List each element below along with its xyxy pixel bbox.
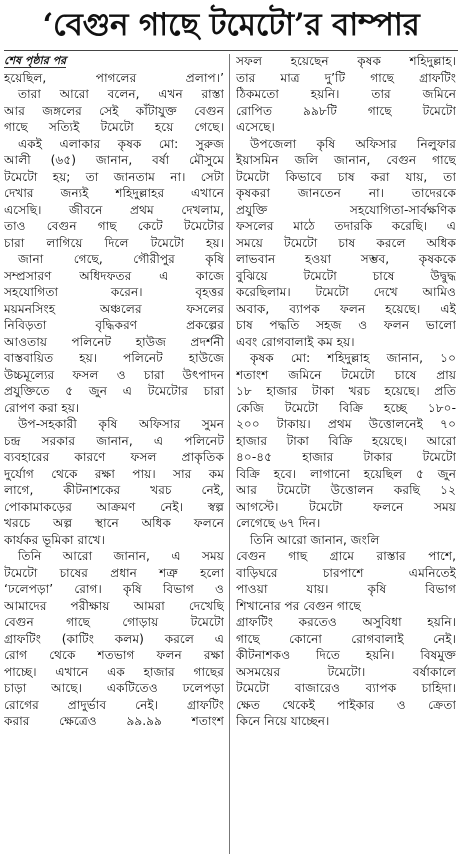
article-line: গ্রাফটিং (কাটিং কলম) করলে এ bbox=[4, 631, 224, 646]
article-line: গ্রাফটিং করতেও অসুবিধা হয়নি। bbox=[236, 615, 456, 629]
article-line: উপ-সহকারী কৃষি অফিসার সুমন bbox=[18, 417, 224, 431]
article-line: শিখানোর পর বেগুন গাছে bbox=[236, 598, 361, 613]
article-line: ময়মনসিংহ অঞ্চলের ফসলের bbox=[4, 301, 224, 316]
article-line: এবং রোগবালাই কম হয়। bbox=[236, 334, 355, 349]
article-line: আমাদের পরীক্ষায় আমরা দেখেছি bbox=[4, 598, 224, 613]
article-line: আলী (৬৫) জানান, বর্ষা মৌসুমে bbox=[4, 153, 224, 167]
article-line: বেগুন গাছ গ্রামে রাস্তার পাশে, bbox=[236, 549, 456, 563]
article-line: ব্যবহারের কারণে ফসল প্রাকৃতিক bbox=[4, 450, 224, 464]
headline-rule bbox=[4, 50, 458, 51]
article-line: তিনি আরো জানান, এ সময় bbox=[18, 549, 224, 563]
article-line: ‘ঢলেপড়া’ রোগ। কৃষি বিভাগ ও bbox=[4, 582, 224, 596]
article-line: রোপণ করা হয়। bbox=[4, 400, 80, 415]
article-line: দুর্যোগ থেকে রক্ষা পায়। সার কম bbox=[4, 466, 224, 481]
article-line: রোগের প্রাদুর্ভাব নেই। গ্রাফটিং bbox=[4, 697, 224, 712]
article-line: রোগ থেকে শতভাগ ফলন রক্ষা bbox=[4, 648, 224, 662]
article-line: বুঝিয়ে টমেটো চাষে উদ্বুদ্ধ bbox=[236, 268, 456, 283]
article-line: বিক্রি হবে। লাগানো হয়েছিল ৫ জুন bbox=[236, 466, 456, 481]
article-line: ঠিকমতো হয়নি। তার জমিনে bbox=[236, 87, 456, 101]
article-line: চন্দ্র সরকার জানান, এ পলিনেট bbox=[4, 433, 224, 448]
article-column-left bbox=[4, 53, 224, 858]
article-line: গাছে সত্যিই টমেটো হয়ে গেছে। bbox=[4, 120, 224, 134]
article-line: প্রযুক্তিতে ৫ জুন এ টমেটোর চারা bbox=[4, 384, 224, 398]
article-line: সম্প্রসারণ অধিদফতর এ কাজে bbox=[4, 268, 224, 283]
article-line: অসময়ের টমেটো। বর্ষাকালে bbox=[236, 664, 456, 679]
article-line: নিবিড়তা বৃদ্ধিকরণ প্রকল্পের bbox=[4, 318, 224, 332]
article-line: ২০০ টাকায়। প্রথম উত্তোলনেই ৭০ bbox=[236, 417, 456, 431]
article-line: কৃষকরা জানতেন না। তাদেরকে bbox=[236, 186, 456, 200]
article-line: চাড়া আছে। একটিতেও ঢলেপড়া bbox=[4, 681, 224, 695]
article-line: ইয়াসমিন জলি জানান, বেগুন গাছে bbox=[236, 153, 456, 167]
article-line: একই এলাকার কৃষক মো: সুরুজ bbox=[18, 136, 224, 151]
column-divider bbox=[229, 54, 230, 854]
article-column-right bbox=[236, 53, 456, 858]
article-line: লাভবান হওয়া সম্ভব, কৃষককে bbox=[236, 252, 456, 266]
article-line: প্রযুক্তি সহযোগিতা-সার্বক্ষণিক bbox=[236, 202, 456, 217]
headline: ‘বেগুন গাছে টমেটো’র বাম্পার bbox=[42, 7, 420, 43]
article-line: আগস্টে। টমেটো ফলনে সময় bbox=[236, 499, 456, 514]
article-line: কীটনাশকও দিতে হয়নি। বিষমুক্ত bbox=[236, 648, 456, 662]
article-line: কার্যকর ভূমিকা রাখে। bbox=[4, 532, 105, 547]
article-line: সহযোগিতা করেন। বৃহত্তর bbox=[4, 285, 224, 299]
article-line: পোকামাকড়ের আক্রমণ নেই। স্বল্প bbox=[4, 499, 224, 514]
article-line: আর জঙ্গলের সেই কাঁটাযুক্ত বেগুন bbox=[4, 103, 224, 118]
article-line: গাছে কোনো রোগবালাই নেই। bbox=[236, 631, 456, 646]
article-line: রোপিত ৯৯৮টি গাছে টমেটো bbox=[236, 103, 456, 118]
right-column-lines bbox=[236, 53, 456, 730]
article-line: করেছিলাম। টমেটো দেখে আমিও bbox=[236, 285, 456, 299]
article-line: কৃষক মো: শহিদুল্লাহ জানান, ১০ bbox=[250, 351, 456, 365]
article-line: টমেটো হয়; তা জানতাম না। সেটা bbox=[4, 169, 224, 184]
article-line: কিনে নিয়ে যাচ্ছেন। bbox=[236, 714, 330, 728]
article-line: দেখার জন্যই শহিদুল্লাহর এখানে bbox=[4, 186, 224, 200]
article-line: শতাংশ জমিনে টমেটো চাষে প্রায় bbox=[236, 367, 456, 382]
article-line: লেগেছে ৬৭ দিন। bbox=[236, 516, 321, 530]
article-line: আওতায় পলিনেট হাউজ প্রদর্শনী bbox=[4, 334, 224, 349]
article-line: কেজি টমেটো বিক্রি হচ্ছে ১৮০- bbox=[236, 400, 456, 415]
continued-from-label: শেষ পৃষ্ঠার পর bbox=[4, 54, 67, 67]
article-line: জানা গেছে, গৌরীপুর কৃষি bbox=[18, 252, 224, 266]
article-line: তারা আরো বলেন, এখন রাস্তা bbox=[18, 87, 224, 101]
article-line: এসেছে। bbox=[236, 120, 275, 134]
article-line: তাও বেগুন গাছ কেটে টমেটোর bbox=[4, 219, 224, 233]
article-line: ফসলের মাঠে তদারকি করেছি। এ bbox=[236, 219, 456, 233]
article-line: ১৮ হাজার টাকা খরচ হয়েছে। প্রতি bbox=[236, 384, 456, 398]
article-line: হাজার টাকা বিক্রি হয়েছে। আরো bbox=[236, 433, 456, 448]
article-line: টমেটো কিভাবে চাষ করা যায়, তা bbox=[236, 169, 456, 184]
article-line: উপজেলা কৃষি অফিসার নিলুফার bbox=[250, 136, 456, 151]
article-line: করার ক্ষেত্রেও ৯৯.৯৯ শতাংশ bbox=[4, 714, 224, 728]
article-line: সময়ে টমেটো চাষ করলে অধিক bbox=[236, 235, 456, 250]
left-column-lines bbox=[4, 70, 224, 730]
article-line: পাওয়া যায়। কৃষি বিভাগ bbox=[236, 582, 456, 596]
article-line: ক্ষেত থেকেই পাইকার ও ক্রেতা bbox=[236, 697, 456, 712]
article-line: বাস্তবায়িত হয়। পলিনেট হাউজে bbox=[4, 351, 224, 365]
article-line: হয়েছিল, পাগলের প্রলাপ।’ bbox=[4, 70, 224, 85]
article-line: চাষ পদ্ধতি সহজ ও ফলন ভালো bbox=[236, 318, 456, 332]
article-line: তিনি আরো জানান, জংলি bbox=[250, 532, 380, 547]
article-line: পাচ্ছে। এখানে এক হাজার গাছের bbox=[4, 664, 224, 679]
article-line: বাড়িঘরে চারপাশে এমনিতেই bbox=[236, 565, 456, 580]
article-line: তার মাত্র দু’টি গাছে গ্রাফটিং bbox=[236, 70, 456, 85]
article-line: সফল হয়েছেন কৃষক শহিদুল্লাহ। bbox=[236, 54, 456, 68]
article-line: বেগুন গাছে গোড়ায় টমেটো bbox=[4, 615, 224, 629]
article-line: ৪০-৪৫ হাজার টাকার টমেটো bbox=[236, 450, 456, 464]
article-line: টমেটো চাষের প্রধান শত্রু হলো bbox=[4, 565, 224, 580]
article-line: খরচে অল্প স্থানে অধিক ফলনে bbox=[4, 516, 224, 530]
article-line: উচ্চমূল্যের ফসল ও চারা উৎপাদন bbox=[4, 367, 224, 382]
article-line: অবাক, ব্যাপক ফলন হয়েছে। এই bbox=[236, 301, 456, 316]
article-line: এসেছি। জীবনে প্রথম দেখলাম, bbox=[4, 202, 224, 217]
article-line: চারা লাগিয়ে দিলে টমেটো হয়। bbox=[4, 235, 224, 250]
article-line: আর টমেটো উত্তোলন করছি ১২ bbox=[236, 483, 456, 497]
article-line: লাগে, কীটনাশকের খরচ নেই, bbox=[4, 483, 224, 497]
article-line: টমেটো বাজারেও ব্যাপক চাহিদা। bbox=[236, 681, 456, 695]
